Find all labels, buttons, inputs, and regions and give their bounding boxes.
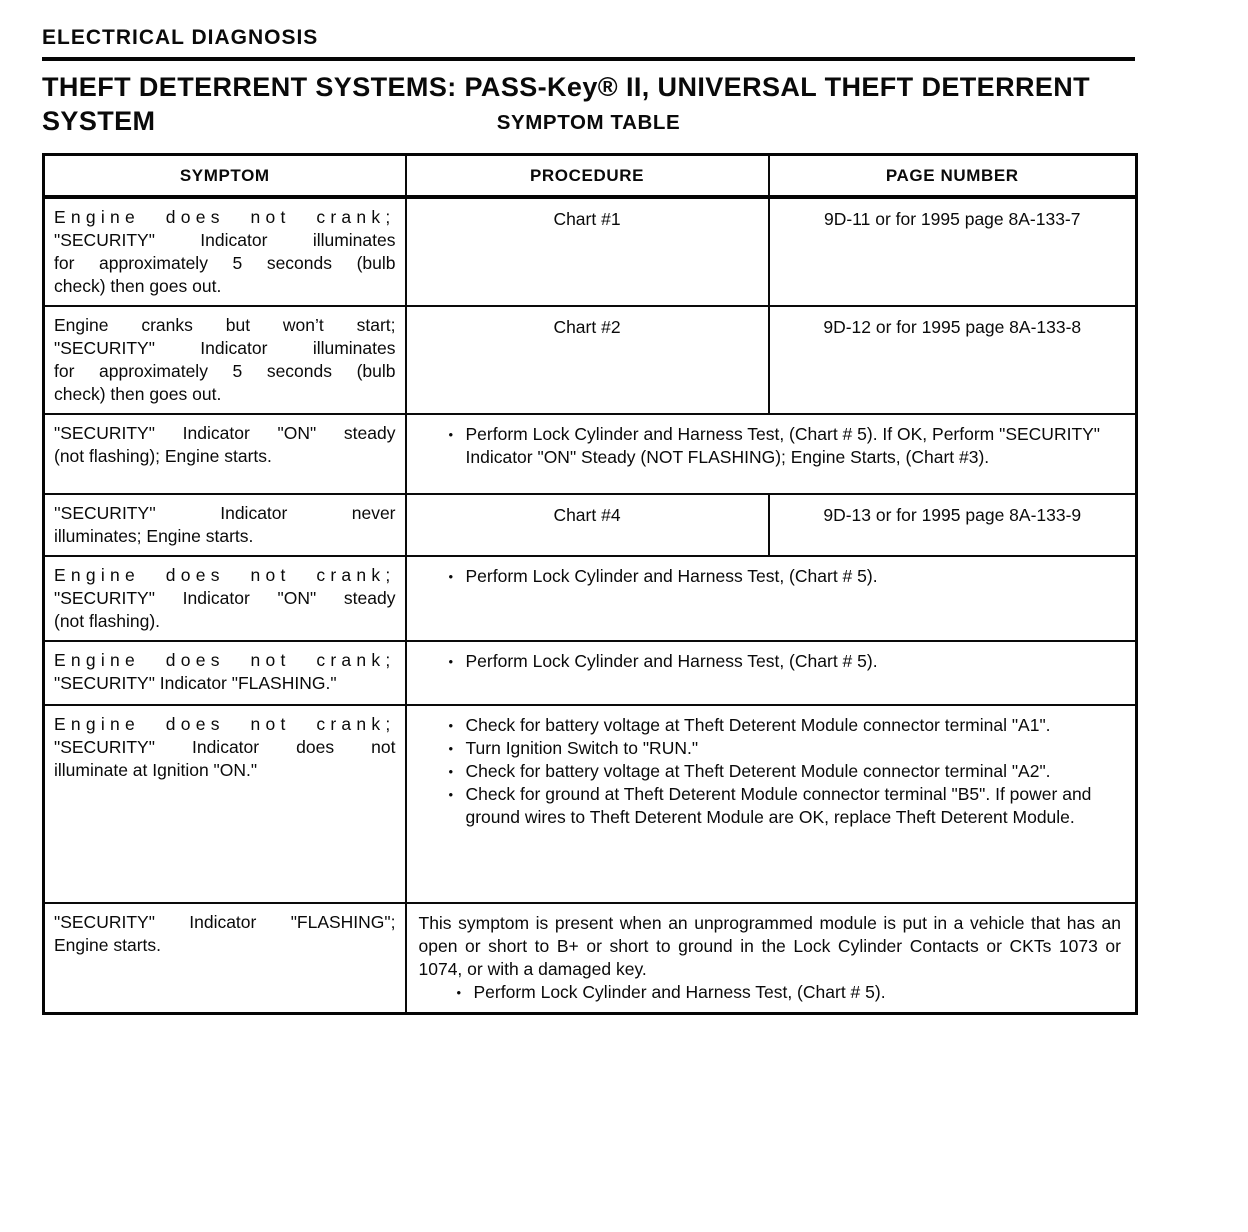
symptom-cell [44, 641, 406, 705]
bullet-icon: • [448, 569, 454, 584]
column-header-procedure: PROCEDURE [406, 155, 769, 198]
table-row [44, 494, 1137, 556]
symptom-text-line: check) then goes out. [54, 276, 222, 296]
table-row [44, 197, 1137, 306]
column-header-page-number: PAGE NUMBER [769, 155, 1137, 198]
table-row [44, 641, 1137, 705]
symptom-text-line: ''SECURITY'' Indicator never [54, 503, 396, 523]
document-page [42, 26, 1135, 1015]
procedure-bullet-text: Perform Lock Cylinder and Harness Test, (Chart # 5). [473, 982, 886, 1002]
symptom-cell [44, 414, 406, 494]
symptom-text-line: "SECURITY" Indicator illuminates [54, 338, 396, 358]
procedure-cell [406, 903, 1137, 1014]
bullet-icon: • [456, 985, 462, 1000]
table-row [44, 903, 1137, 1014]
symptom-cell [44, 705, 406, 903]
symptom-cell [44, 903, 406, 1014]
symptom-cell [44, 306, 406, 414]
symptom-text-line: (not flashing). [54, 611, 161, 631]
procedure-cell [406, 705, 1137, 903]
procedure-bullet-text: Perform Lock Cylinder and Harness Test, (Chart # 5). [465, 651, 878, 671]
procedure-bullet-item [419, 565, 1122, 588]
bullet-icon: • [448, 787, 454, 802]
page-number-cell: 9D-12 or for 1995 page 8A-133-8 [769, 306, 1137, 414]
procedure-cell [406, 641, 1137, 705]
symptom-text-line: for approximately 5 seconds (bulb [54, 253, 396, 273]
table-row [44, 556, 1137, 641]
procedure-bullet-item [419, 760, 1122, 783]
page-number-cell: 9D-13 or for 1995 page 8A-133-9 [769, 494, 1137, 556]
procedure-bullet-text: Check for battery voltage at Theft Deterent Module connector terminal "A1". [465, 715, 1051, 735]
symptom-text-line: "SECURITY" Indicator "ON" steady [54, 423, 396, 443]
bullet-icon: • [448, 654, 454, 669]
symptom-text-line: illuminates; Engine starts. [54, 526, 254, 546]
symptom-text-line: Engine does not crank; [54, 714, 396, 734]
procedure-cell [406, 414, 1137, 494]
symptom-table-header [44, 155, 1137, 198]
symptom-text-line: Engine does not crank; [54, 565, 396, 585]
document-title-line2: SYSTEM [42, 106, 156, 136]
procedure-bullet-item [419, 714, 1122, 737]
procedure-bullet-text: Check for ground at Theft Deterent Module connector terminal "B5". If power and ground wires to Theft Deterent Module are OK, replace Theft Deterent Module. [465, 784, 1092, 827]
symptom-cell [44, 197, 406, 306]
column-header-symptom: SYMPTOM [44, 155, 406, 198]
symptom-table [42, 153, 1138, 1015]
table-row [44, 414, 1137, 494]
bullet-icon: • [448, 741, 454, 756]
symptom-text-line: "SECURITY" Indicator "ON" steady [54, 588, 396, 608]
procedure-bullet-item [419, 981, 1122, 1004]
symptom-text-line: for approximately 5 seconds (bulb [54, 361, 396, 381]
symptom-text-line: Engine does not crank; [54, 207, 396, 227]
title-line2-row [42, 104, 1135, 140]
bullet-icon: • [448, 718, 454, 733]
symptom-cell [44, 494, 406, 556]
procedure-bullet-item [419, 783, 1122, 829]
table-row [44, 306, 1137, 414]
symptom-text-line: Engine cranks but won’t start; [54, 315, 396, 335]
document-title [42, 70, 1135, 140]
symptom-text-line: check) then goes out. [54, 384, 222, 404]
section-header: ELECTRICAL DIAGNOSIS [42, 26, 1135, 61]
symptom-text-line: Engine does not crank; [54, 650, 396, 670]
symptom-text-line: "SECURITY" Indicator does not [54, 737, 396, 757]
symptom-text-line: Engine starts. [54, 935, 161, 955]
procedure-bullet-text: Check for battery voltage at Theft Deterent Module connector terminal "A2". [465, 761, 1051, 781]
bullet-icon: • [448, 427, 454, 442]
symptom-text-line: "SECURITY" Indicator "FLASHING"; [54, 912, 396, 932]
symptom-cell [44, 556, 406, 641]
symptom-text-line: illuminate at Ignition "ON." [54, 760, 258, 780]
symptom-table-body [44, 197, 1137, 1014]
procedure-cell: Chart #1 [406, 197, 769, 306]
procedure-bullet-text: Perform Lock Cylinder and Harness Test, (Chart # 5). [465, 566, 878, 586]
procedure-bullet-item [419, 737, 1122, 760]
procedure-bullet-text: Turn Ignition Switch to "RUN." [465, 738, 699, 758]
procedure-cell: Chart #2 [406, 306, 769, 414]
symptom-text-line: "SECURITY" Indicator "FLASHING." [54, 673, 337, 693]
bullet-icon: • [448, 764, 454, 779]
page-number-cell: 9D-11 or for 1995 page 8A-133-7 [769, 197, 1137, 306]
table-header-row [44, 155, 1137, 198]
table-row [44, 705, 1137, 903]
symptom-text-line: (not flashing); Engine starts. [54, 446, 272, 466]
procedure-text: This symptom is present when an unprogrammed module is put in a vehicle that has an open or short to B+ or short to ground in the Lock Cylinder Contacts or CKTs 1073 or 1074, or with a damaged key. [418, 913, 1121, 979]
document-title-line1: THEFT DETERRENT SYSTEMS: PASS-Key® II, UNIVERSAL THEFT DETERRENT [42, 72, 1091, 102]
procedure-bullet-text: Perform Lock Cylinder and Harness Test, (Chart # 5). If OK, Perform "SECURITY" Indicator "ON" Steady (NOT FLASHING); Engine Starts, (Chart #3). [465, 424, 1101, 467]
procedure-cell [406, 556, 1137, 641]
table-title: SYMPTOM TABLE [496, 111, 681, 134]
procedure-bullet-item [419, 423, 1122, 469]
procedure-cell: Chart #4 [406, 494, 769, 556]
procedure-bullet-item [419, 650, 1122, 673]
symptom-text-line: "SECURITY" Indicator illuminates [54, 230, 396, 250]
